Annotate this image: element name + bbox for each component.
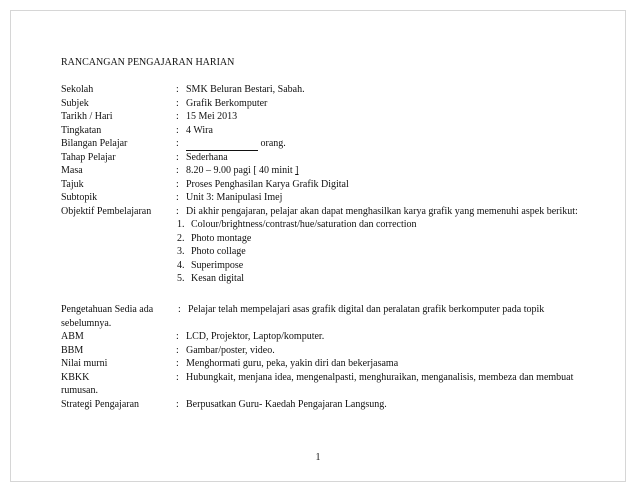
field-label: Masa	[61, 165, 83, 176]
objective-number: 4.	[177, 259, 185, 271]
objective-item	[177, 259, 243, 273]
objective-number: 3.	[177, 246, 185, 257]
field-label: Tahap Pelajar	[61, 151, 116, 163]
field-value: 8.20 – 9.00 pagi [ 40 minit	[186, 165, 296, 176]
field-label: Tingkatan	[61, 124, 102, 136]
objective-text: Superimpose	[191, 259, 244, 271]
field-value: Pelajar telah mempelajari asas grafik digital dan peralatan grafik berkomputer pada topik	[188, 304, 545, 315]
field-value: Grafik Berkomputer	[186, 97, 268, 109]
document-content	[61, 11, 625, 481]
field-colon: :	[176, 178, 179, 190]
field-value: Hubungkait, menjana idea, mengenalpasti, menghuraikan, menganalisis, membeza dan membuat	[186, 371, 574, 383]
field-value-container	[186, 137, 286, 151]
document-page	[10, 10, 626, 482]
field-colon: :	[176, 205, 179, 217]
field-colon: :	[178, 304, 181, 315]
field-colon: :	[176, 358, 179, 369]
blank-underline	[186, 140, 258, 151]
objective-item	[177, 245, 246, 259]
field-label: Nilai murni	[61, 358, 108, 369]
field-colon: :	[176, 371, 179, 383]
field-label: Tarikh / Hari	[61, 111, 113, 122]
field-value: Unit 3: Manipulasi Imej	[186, 192, 283, 203]
field-value-cont: rumusan.	[61, 385, 98, 396]
objective-number: 2.	[177, 232, 185, 244]
field-label: Pengetahuan Sedia ada	[61, 304, 154, 315]
field-colon: :	[176, 138, 179, 149]
field-label: Tajuk	[61, 178, 84, 190]
objective-number: 1.	[177, 219, 185, 230]
field-value: 15 Mei 2013	[186, 111, 238, 122]
field-label: Bilangan Pelajar	[61, 138, 128, 149]
field-label: BBM	[61, 344, 84, 356]
field-label: Subjek	[61, 97, 89, 109]
field-colon: :	[176, 151, 179, 163]
field-value: orang.	[260, 138, 286, 149]
field-colon: :	[176, 344, 179, 356]
field-colon: :	[176, 97, 179, 109]
objective-text: Kesan digital	[191, 273, 245, 284]
field-value: Sederhana	[186, 151, 228, 163]
field-value-suffix: ]	[295, 165, 299, 176]
objective-text: Colour/brightness/contrast/hue/saturation dan correction	[191, 219, 417, 230]
field-label: Sekolah	[61, 84, 94, 95]
page-number: 1	[315, 452, 321, 463]
field-label: ABM	[61, 331, 84, 342]
field-label: Subtopik	[61, 192, 98, 203]
objective-text: Photo collage	[191, 246, 246, 257]
field-colon: :	[176, 398, 179, 410]
field-colon: :	[176, 124, 179, 136]
field-colon: :	[176, 84, 179, 95]
field-value: Gambar/poster, video.	[186, 344, 275, 356]
field-label: Strategi Pengajaran	[61, 398, 140, 410]
field-label: KBKK	[61, 371, 90, 383]
field-value: Proses Penghasilan Karya Grafik Digital	[186, 178, 349, 190]
field-label: Objektif Pembelajaran	[61, 205, 152, 217]
field-value: LCD, Projektor, Laptop/komputer.	[186, 331, 325, 342]
field-label-cont: sebelumnya.	[61, 317, 112, 329]
objective-item	[177, 218, 417, 232]
field-value: SMK Beluran Bestari, Sabah.	[186, 84, 305, 95]
field-colon: :	[176, 192, 179, 203]
field-value: Di akhir pengajaran, pelajar akan dapat menghasilkan karya grafik yang memenuhi aspek berikut:	[186, 205, 578, 217]
document-title: RANCANGAN PENGAJARAN HARIAN	[61, 57, 235, 68]
objective-item	[177, 272, 244, 286]
field-value: Menghormati guru, peka, yakin diri dan bekerjasama	[186, 358, 399, 369]
field-value: Berpusatkan Guru- Kaedah Pengajaran Langsung.	[186, 398, 387, 410]
field-value: 4 Wira	[186, 124, 213, 136]
field-colon: :	[176, 111, 179, 122]
field-value-container	[186, 164, 299, 178]
field-colon: :	[176, 165, 179, 176]
objective-item	[177, 232, 251, 246]
objective-number: 5.	[177, 273, 185, 284]
field-colon: :	[176, 331, 179, 342]
objective-text: Photo montage	[191, 232, 252, 244]
